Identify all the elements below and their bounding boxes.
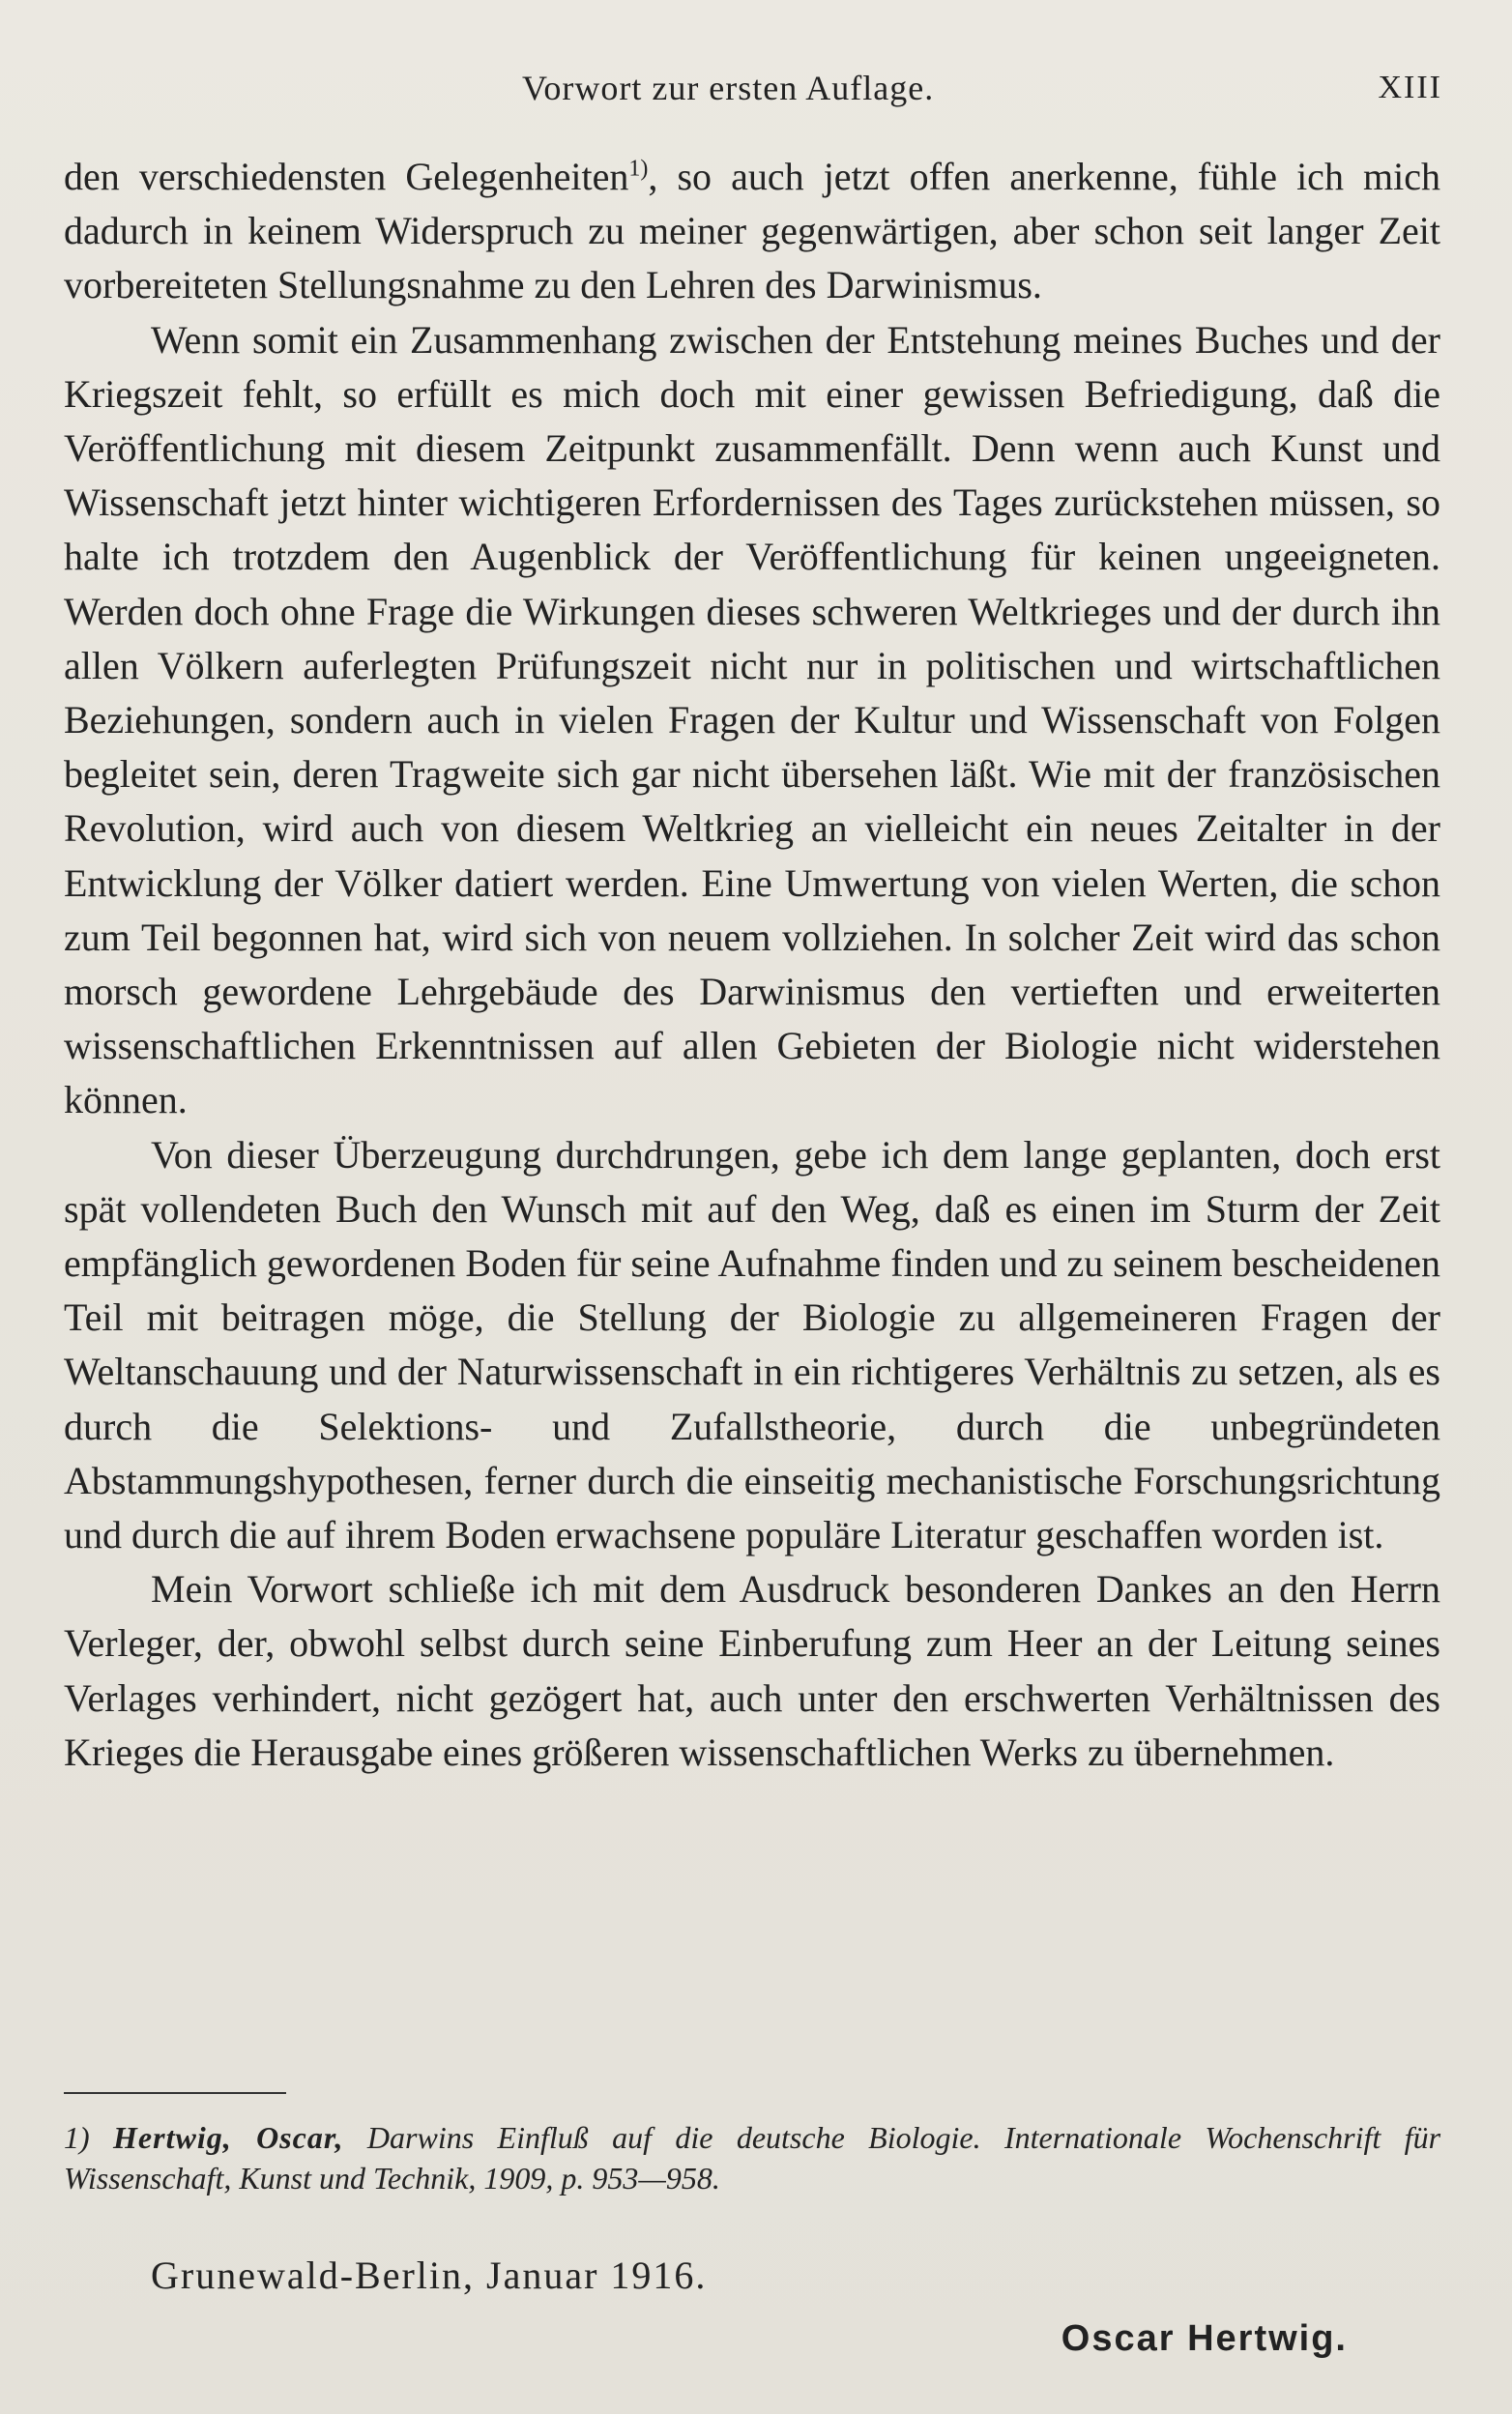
footnote-text: Darwins Einfluß auf die deutsche Biologie. Internationale Wochenschrift für Wissenschaft, Kunst und Technik, 1909, p. 953—958.	[64, 2120, 1441, 2196]
running-head-title: Vorwort zur ersten Auflage.	[522, 69, 935, 107]
paragraph-2: Wenn somit ein Zusammenhang zwischen der Entstehung meines Buches und der Kriegszeit fehlt, so erfüllt es mich doch mit einer gewissen Befriedigung, daß die Veröffentlichung mit diesem Zeitpunkt zusammenfällt. Denn wenn auch Kunst und Wissenschaft jetzt hinter wichtigeren Erfordernissen des Tages zurückstehen müssen, so halte ich trotzdem den Augenblick der Veröffentlichung für keinen ungeeigneten. Werden doch ohne Frage die Wirkungen dieses schweren Weltkrieges und der durch ihn allen Völkern auferlegten Prüfungszeit nicht nur in politischen und wirtschaftlichen Beziehungen, sondern auch in vielen Fragen der Kultur und Wissenschaft von Folgen begleitet sein, deren Tragweite sich gar nicht übersehen läßt. Wie mit der französischen Revolution, wird auch von diesem Weltkrieg an vielleicht ein neues Zeitalter in der Entwicklung der Völker datiert werden. Eine Umwertung von vielen Werten, die schon zum Teil begonnen hat, wird sich von neuem vollziehen. In solcher Zeit wird das schon morsch gewordene Lehrgebäude des Darwinismus den vertieften und erweiterten wissenschaftlichen Erkenntnissen auf allen Gebieten der Biologie nicht widerstehen können.	[64, 317, 1440, 1122]
footnote-marker: 1)	[64, 2120, 90, 2155]
paragraph-1-text-a: den verschiedensten Gelegenheiten	[64, 155, 629, 198]
page-number: XIII	[1378, 70, 1442, 105]
body-text	[64, 150, 1440, 1780]
paragraph-1-text-b: , so auch jetzt offen anerkenne, fühle ich mich dadurch in keinem Widerspruch zu meiner gegenwärtigen, aber schon seit langer Zeit vorbereiteten Stellungsnahme zu den Lehren des Darwinismus.	[64, 155, 1441, 307]
footnote-reference: 1)	[628, 156, 649, 182]
footnote-author: Hertwig, Oscar,	[113, 2120, 344, 2155]
running-head	[0, 60, 1512, 118]
paragraph-4: Mein Vorwort schließe ich mit dem Ausdruck besonderen Dankes an den Herrn Verleger, der, obwohl selbst durch seine Einberufung zum Heer an der Leitung seines Verlages verhindert, nicht gezögert hat, auch unter den erschwerten Verhältnissen des Krieges die Herausgabe eines größeren wissenschaftlichen Werks zu übernehmen.	[64, 1567, 1440, 1774]
paragraph-1	[64, 150, 1440, 313]
signature: Oscar Hertwig.	[1061, 2318, 1348, 2359]
paragraph-3: Von dieser Überzeugung durchdrungen, gebe ich dem lange geplanten, doch erst spät vollendeten Buch den Wunsch mit auf den Weg, daß es einen im Sturm der Zeit empfänglich gewordenen Boden für seine Aufnahme finden und zu seinem bescheidenen Teil mit beitragen möge, die Stellung der Biologie zu allgemeineren Fragen der Weltanschauung und der Naturwissenschaft in ein richtigeres Verhältnis zu setzen, als es durch die Selektions- und Zufallstheorie, durch die unbegründeten Abstammungshypothesen, ferner durch die einseitig mechanistische Forschungsrichtung und durch die auf ihrem Boden erwachsene populäre Literatur geschaffen worden ist.	[64, 1132, 1440, 1557]
footnote-rule	[64, 2092, 286, 2094]
place-date: Grunewald-Berlin, Januar 1916.	[151, 2254, 708, 2297]
footnote	[64, 2117, 1440, 2198]
